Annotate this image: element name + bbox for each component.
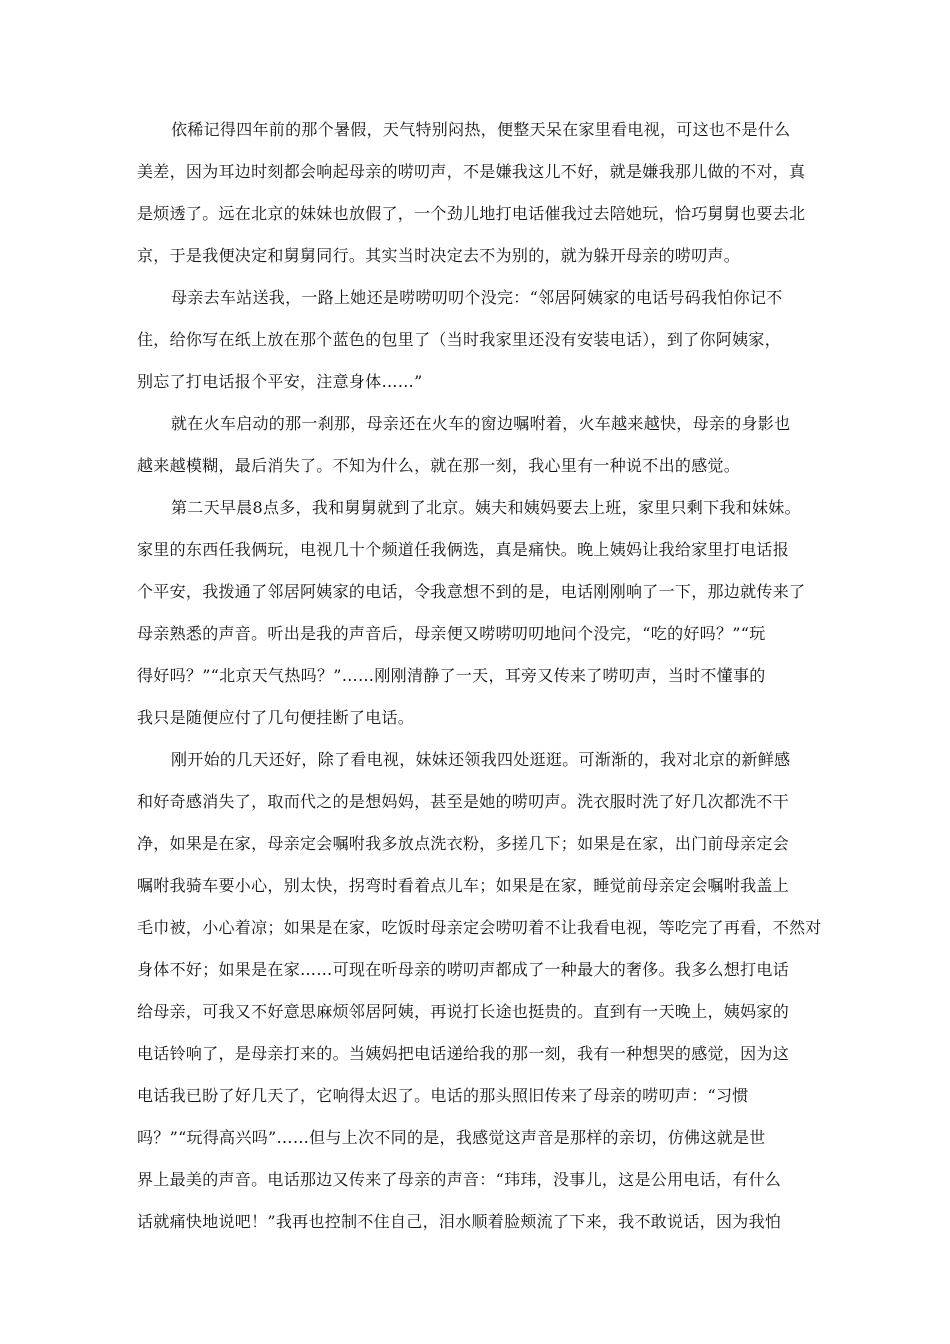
text-line: 依稀记得四年前的那个暑假，天气特别闷热，便整天呆在家里看电视，可这也不是什么 [171,120,791,139]
text-line: 毛巾被，小心着凉；如果是在家，吃饭时母亲定会唠叨着不让我看电视，等吃完了再看，不然对 [137,918,822,937]
text-line: 电话铃响了，是母亲打来的。当姨妈把电话递给我的那一刻，我有一种想哭的感觉，因为这 [137,1044,790,1063]
text-line: 界上最美的声音。电话那边又传来了母亲的声音：“玮玮，没事儿，这是公用电话，有什么 [137,1170,782,1189]
text-line: 个平安，我拨通了邻居阿姨家的电话，令我意想不到的是，电话刚刚响了一下，那边就传来了 [137,582,806,601]
text-line: 净，如果是在家，母亲定会嘱咐我多放点洗衣粉，多搓几下；如果是在家，出门前母亲定会 [137,834,790,853]
text-line: 美差，因为耳边时刻都会响起母亲的唠叨声，不是嫌我这儿不好，就是嫌我那儿做的不对，真 [137,162,806,181]
text-line: 别忘了打电话报个平安，注意身体……” [137,372,423,391]
text-line: 给母亲，可我又不好意思麻烦邻居阿姨，再说打长途也挺贵的。直到有一天晚上，姨妈家的 [137,1002,790,1021]
text-line: 电话我已盼了好几天了，它响得太迟了。电话的那头照旧传来了母亲的唠叨声：“习惯 [137,1086,749,1105]
text-line: 母亲去车站送我，一路上她还是唠唠叨叨个没完：“邻居阿姨家的电话号码我怕你记不 [171,288,783,307]
text-line: 吗？”“玩得高兴吗”……但与上次不同的是，我感觉这声音是那样的亲切，仿佛这就是世 [137,1128,766,1147]
text-line: 母亲熟悉的声音。听出是我的声音后，母亲便又唠唠叨叨地问个没完，“吃的好吗？”“玩 [137,624,766,643]
text-line: 第二天早晨8点多，我和舅舅就到了北京。姨夫和姨妈要去上班，家里只剩下我和妹妹。 [171,498,801,517]
text-line: 得好吗？”“北京天气热吗？”……刚刚清静了一天，耳旁又传来了唠叨声，当时不懂事的 [137,666,766,685]
text-line: 家里的东西任我俩玩，电视几十个频道任我俩选，真是痛快。晚上姨妈让我给家里打电话报 [137,540,790,559]
text-line: 就在火车启动的那一刹那，母亲还在火车的窗边嘱咐着，火车越来越快，母亲的身影也 [171,414,791,433]
text-line: 身体不好；如果是在家……可现在听母亲的唠叨声都成了一种最大的奢侈。我多么想打电话 [137,960,790,979]
text-line: 嘱咐我骑车要小心，别太快，拐弯时看着点儿车；如果是在家，睡觉前母亲定会嘱咐我盖上 [137,876,790,895]
text-line: 和好奇感消失了，取而代之的是想妈妈，甚至是她的唠叨声。洗衣服时洗了好几次都洗不干 [137,792,790,811]
text-line: 我只是随便应付了几句便挂断了电话。 [137,708,415,727]
text-line: 越来越模糊，最后消失了。不知为什么，就在那一刻，我心里有一种说不出的感觉。 [137,456,741,475]
text-line: 是烦透了。远在北京的妹妹也放假了，一个劲儿地打电话催我过去陪她玩，恰巧舅舅也要去北 [137,204,806,223]
text-line: 京，于是我便决定和舅舅同行。其实当时决定去不为别的，就为躲开母亲的唠叨声。 [137,246,741,265]
text-line: 话就痛快地说吧！”我再也控制不住自己，泪水顺着脸颊流了下来，我不敢说话，因为我怕 [137,1212,782,1231]
text-line: 刚开始的几天还好，除了看电视，妹妹还领我四处逛逛。可渐渐的，我对北京的新鲜感 [171,750,791,769]
text-line: 住，给你写在纸上放在那个蓝色的包里了（当时我家里还没有安装电话），到了你阿姨家， [137,330,782,349]
